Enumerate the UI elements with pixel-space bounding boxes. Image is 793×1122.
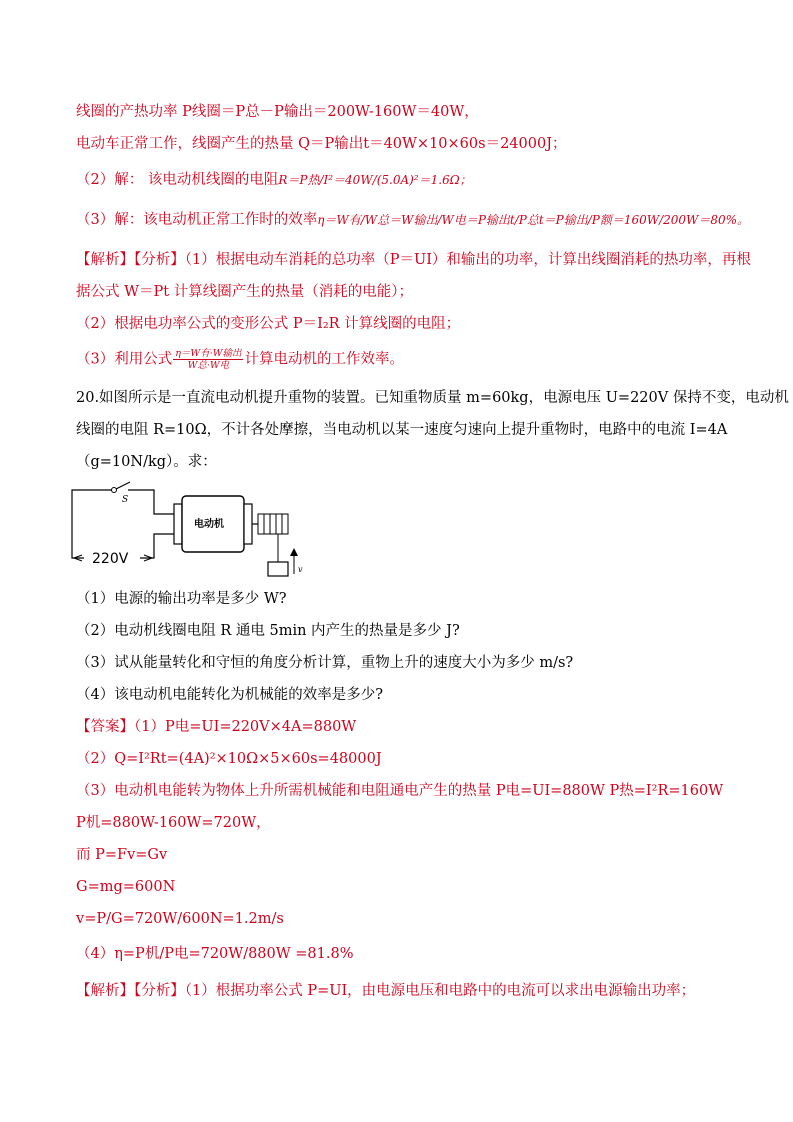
solution-heat-quantity-line: 电动车正常工作，线圈产生的热量 Q＝P输出t＝40W×10×60s＝24000J；	[76, 136, 567, 152]
analysis-prev-line4-pre: （3）利用公式	[76, 351, 173, 368]
question20-q4: （4）该电动机电能转化为机械能的效率是多少?	[76, 687, 383, 703]
solution-part2-label: （2）解： 该电动机线圈的电阻	[76, 172, 279, 188]
motor-label: 电动机	[194, 519, 224, 530]
question20-line1: 20.如图所示是一直流电动机提升重物的装置。已知重物质量 m=60kg，电源电压 U=220V 保持不变，电动机	[76, 390, 789, 406]
solution-part3-label: （3）解：该电动机正常工作时的效率	[76, 212, 318, 228]
question20-line3: （g=10N/kg）。求：	[76, 454, 217, 470]
answer20-line8: （4）η=P机/P电=720W/880W =81.8%	[76, 946, 354, 962]
velocity-label: v	[298, 565, 303, 574]
analysis-prev-line3: （2）根据电功率公式的变形公式 P＝I₂R 计算线圈的电阻；	[76, 316, 461, 332]
analysis-prev-line4-post: 计算电动机的工作效率。	[244, 351, 404, 368]
answer20-line3: （3）电动机电能转为物体上升所需机械能和电阻通电产生的热量 P电=UI=880W P热=I²R=160W	[76, 783, 724, 799]
solution-part3	[76, 210, 749, 230]
solution-part2	[76, 170, 472, 190]
analysis-prev-line1: 【解析】【分析】（1）根据电动车消耗的总功率（P＝UI）和输出的功率，计算出线圈消耗的热功率，再根	[76, 252, 751, 268]
answer20-line1: 【答案】（1）P电=UI=220V×4A=880W	[76, 719, 357, 735]
solution-heat-power-line: 线圈的产热功率 P线圈＝P总－P输出＝200W-160W＝40W，	[76, 104, 479, 120]
answer20-line5: 而 P=Fv=Gv	[76, 847, 168, 863]
question20-line2: 线圈的电阻 R=10Ω，不计各处摩擦，当电动机以某一速度匀速向上提升重物时，电路中的电流 I=4A	[76, 422, 728, 438]
question20-q3: （3）试从能量转化和守恒的角度分析计算，重物上升的速度大小为多少 m/s?	[76, 655, 574, 671]
answer20-line7: v=P/G=720W/600N=1.2m/s	[76, 911, 284, 927]
voltage-label: 220V	[92, 551, 129, 567]
question20-q1: （1）电源的输出功率是多少 W?	[76, 591, 287, 607]
switch-label: S	[122, 495, 129, 505]
analysis-prev-line2: 据公式 W＝Pt 计算线圈产生的热量（消耗的电能）；	[76, 284, 413, 300]
analysis20-line1: 【解析】【分析】（1）根据功率公式 P=UI，由电源电压和电路中的电流可以求出电源输出功率；	[76, 983, 696, 999]
solution-part3-expression: η＝W有/W总＝W输出/W电＝P输出t/P总t＝P输出/P额＝160W/200W＝80%。	[317, 213, 750, 227]
answer20-line6: G=mg=600N	[76, 879, 176, 895]
answer20-line2: （2）Q=I²Rt=(4A)²×10Ω×5×60s=48000J	[76, 751, 382, 767]
question20-q2: （2）电动机线圈电阻 R 通电 5min 内产生的热量是多少 J?	[76, 623, 460, 639]
solution-part2-expression: R＝P热/I²＝40W/(5.0A)²＝1.6Ω；	[278, 173, 472, 187]
efficiency-formula: $\frac{\text{η＝W有·W输出}}{\text{W总·W电}}$	[175, 348, 242, 371]
analysis-prev-line4	[76, 348, 404, 371]
answer20-line4: P机=880W-160W=720W，	[76, 815, 271, 831]
motor-circuit-diagram	[70, 478, 303, 582]
